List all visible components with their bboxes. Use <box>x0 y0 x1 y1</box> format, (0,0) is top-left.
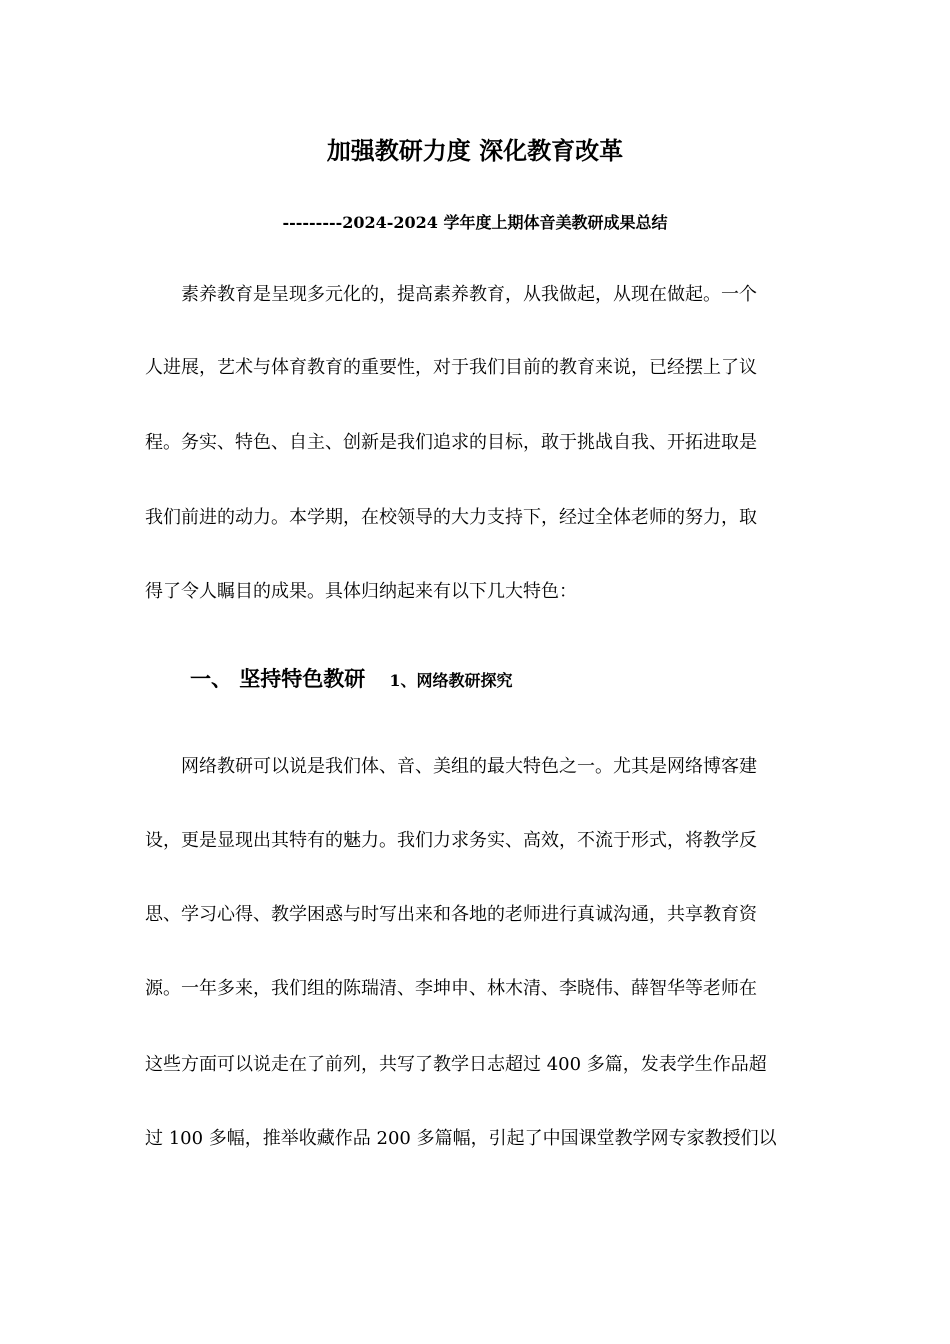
section-heading <box>190 662 512 698</box>
document-subtitle: ---------2024-2024 学年度上期体音美教研成果总结 <box>282 213 668 232</box>
paragraph-line: 设，更是显现出其特有的魅力。我们力求务实、高效，不流于形式，将教学反 <box>145 830 757 851</box>
paragraph-line: 得了令人瞩目的成果。具体归纳起来有以下几大特色： <box>145 581 577 602</box>
paragraph-line: 这些方面可以说走在了前列，共写了教学日志超过 400 多篇，发表学生作品超 <box>145 1054 767 1075</box>
paragraph-line: 源。一年多来，我们组的陈瑞清、李坤申、林木清、李晓伟、薛智华等老师在 <box>145 978 757 999</box>
paragraph-line: 思、学习心得、教学困惑与时写出来和各地的老师进行真诚沟通，共享教育资 <box>145 904 757 925</box>
section-heading-main: 一、 坚持特色教研 <box>190 666 366 691</box>
paragraph-line: 过 100 多幅，推举收藏作品 200 多篇幅，引起了中国课堂教学网专家教授们以 <box>145 1128 777 1149</box>
paragraph-line: 我们前进的动力。本学期，在校领导的大力支持下，经过全体老师的努力，取 <box>145 507 757 528</box>
section-subheading: 1、网络教研探究 <box>389 671 513 690</box>
paragraph-line: 网络教研可以说是我们体、音、美组的最大特色之一。尤其是网络博客建 <box>145 756 757 777</box>
paragraph-line: 素养教育是呈现多元化的，提高素养教育，从我做起，从现在做起。一个 <box>145 284 757 305</box>
paragraph-line: 程。务实、特色、自主、创新是我们追求的目标，敢于挑战自我、开拓进取是 <box>145 432 757 453</box>
paragraph-line: 人进展，艺术与体育教育的重要性，对于我们目前的教育来说，已经摆上了议 <box>145 357 757 378</box>
document-title: 加强教研力度 深化教育改革 <box>326 136 624 165</box>
